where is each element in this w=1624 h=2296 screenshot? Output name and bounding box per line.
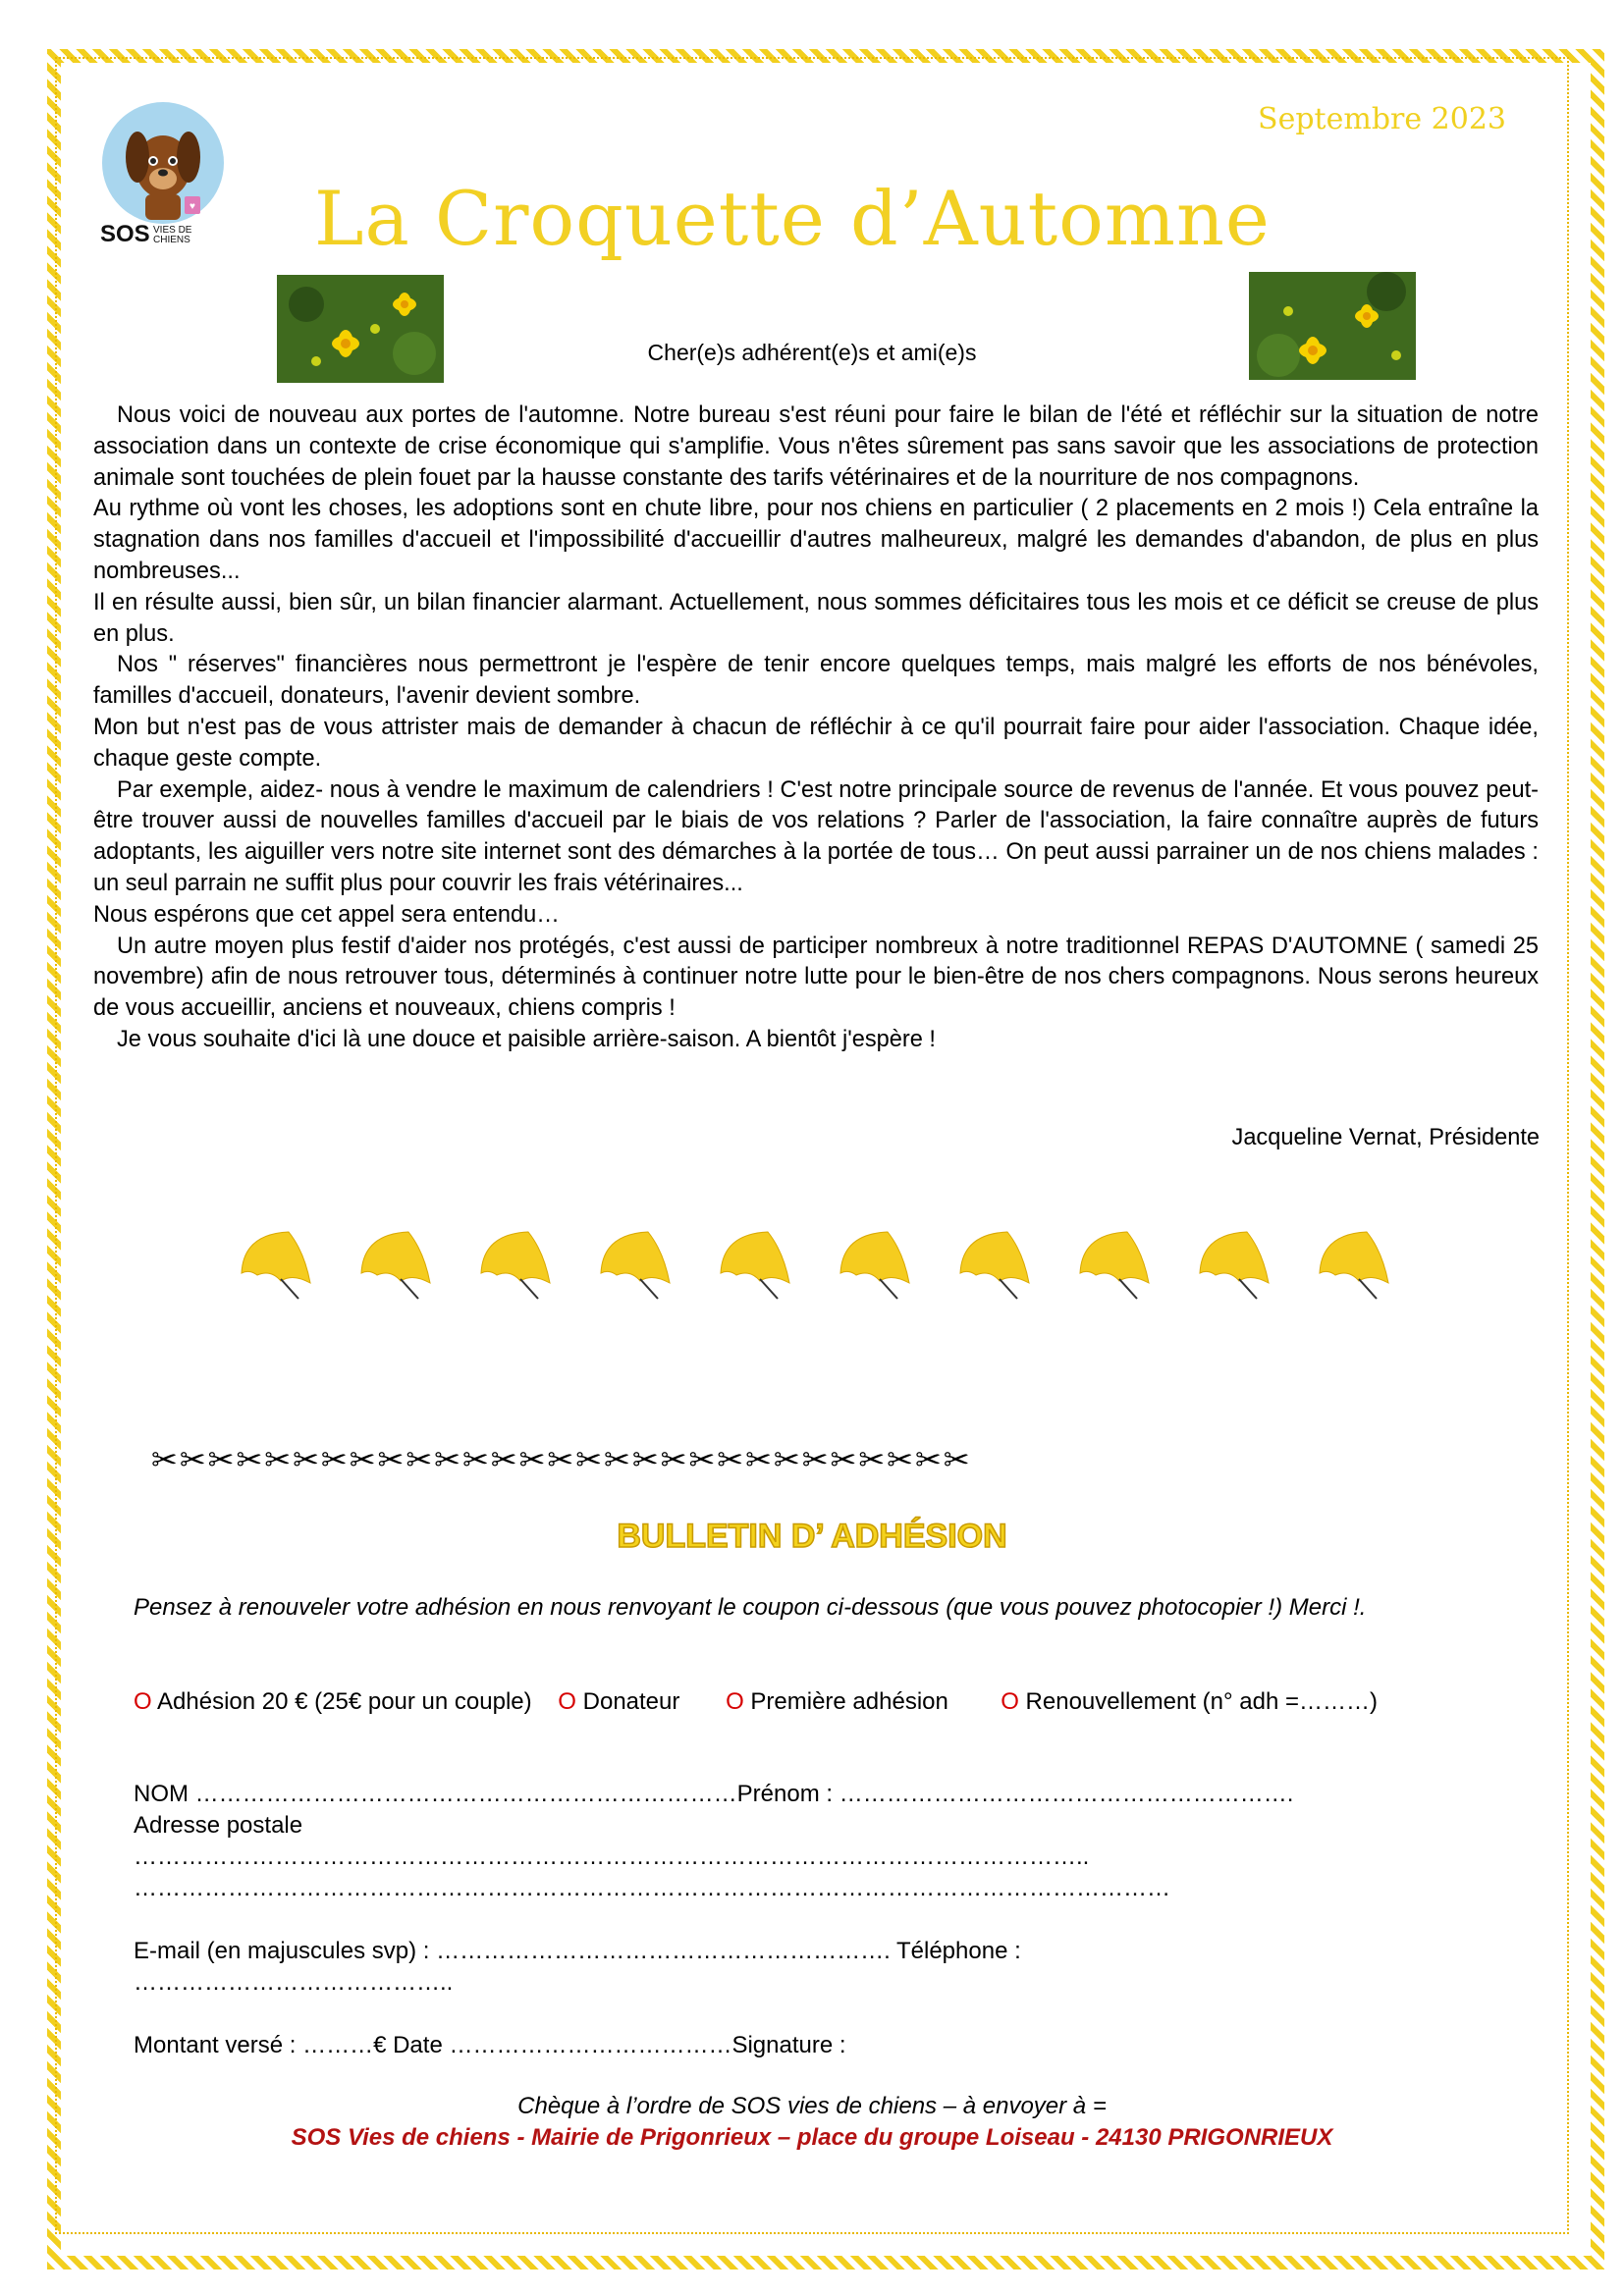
umbrella-row bbox=[234, 1222, 1396, 1307]
bulletin-intro: Pensez à renouveler votre adhésion en nous renvoyant le coupon ci-dessous (que vous pouvez photocopier !) Merci !. bbox=[134, 1594, 1367, 1621]
option-premiere: Première adhésion bbox=[750, 1688, 948, 1715]
umbrella-icon bbox=[234, 1222, 318, 1307]
letter-paragraph: Il en résulte aussi, bien sûr, un bilan financier alarmant. Actuellement, nous sommes déficitaires tous les mois et ce déficit se creuse de plus en plus. bbox=[93, 589, 1539, 647]
letter-paragraph: Nous espérons que cet appel sera entendu… bbox=[93, 901, 560, 928]
newsletter-title: La Croquette d’Automne bbox=[314, 175, 1271, 262]
svg-text:♥: ♥ bbox=[189, 201, 195, 212]
umbrella-icon bbox=[1072, 1222, 1157, 1307]
field-adresse-label: Adresse postale bbox=[134, 1812, 303, 1839]
field-email-telephone[interactable]: E-mail (en majuscules svp) : …………………………………………………. Téléphone : bbox=[134, 1938, 1021, 1964]
logo-text: SOS bbox=[100, 221, 150, 245]
letter-paragraph: Par exemple, aidez- nous à vendre le maximum de calendriers ! C'est notre principale source de revenus de l'année. Et vous pouvez peut-être trouver aussi de nouvelles familles d'accueil par le biais de vos relations ? Parler de l'association, la faire connaître auprès de futurs adoptants, les aiguiller vers notre site internet sont des démarches à la portée de tous… On peut aussi parrainer un de nos chiens malades : un seul parrain ne suffit plus pour couvrir les frais vétérinaires... bbox=[93, 776, 1539, 896]
umbrella-icon bbox=[713, 1222, 797, 1307]
membership-options bbox=[134, 1686, 1508, 1718]
letter-paragraph: Mon but n'est pas de vous attrister mais de demander à chacun de réfléchir à ce qu'il pourrait faire pour aider l'association. Chaque idée, chaque geste compte. bbox=[93, 714, 1539, 772]
bulletin-title: BULLETIN D’ ADHÉSION bbox=[617, 1518, 1007, 1555]
umbrella-icon bbox=[1192, 1222, 1276, 1307]
field-montant-date-signature[interactable]: Montant versé : ………€ Date ………………………………Signature : bbox=[134, 2032, 846, 2058]
letter-paragraph: Au rythme où vont les choses, les adoptions sont en chute libre, pour nos chiens en particulier ( 2 placements en 2 mois !) Cela entraîne la stagnation dans nos familles d'accueil et l'impossibilité d'accueillir d'autres malheureux, malgré les demandes d'abandon, de plus en plus nombreuses... bbox=[93, 496, 1539, 584]
umbrella-icon bbox=[952, 1222, 1037, 1307]
field-nom-prenom[interactable]: NOM ……………………………………………………………Prénom : …………………………………………………. bbox=[134, 1781, 1294, 1807]
spacer bbox=[134, 1999, 1508, 2030]
postal-address: SOS Vies de chiens - Mairie de Prigonrieux – place du groupe Loiseau - 24130 PRIGONRIEUX bbox=[291, 2124, 1333, 2151]
option-marker[interactable]: O bbox=[558, 1688, 576, 1715]
form-fields bbox=[134, 1779, 1508, 2061]
umbrella-icon bbox=[833, 1222, 917, 1307]
option-marker[interactable]: O bbox=[1001, 1688, 1019, 1715]
field-adresse-line[interactable]: …………………………………………………………………………………………………………………… bbox=[134, 1875, 1170, 1901]
option-marker[interactable]: O bbox=[726, 1688, 744, 1715]
svg-text:CHIENS: CHIENS bbox=[153, 235, 190, 245]
umbrella-icon bbox=[353, 1222, 438, 1307]
letter-body bbox=[93, 400, 1539, 1056]
letter-paragraph: Je vous souhaite d'ici là une douce et paisible arrière-saison. A bientôt j'espère ! bbox=[117, 1026, 936, 1052]
field-telephone-line[interactable]: ………………………………….. bbox=[134, 1969, 454, 1996]
spacer bbox=[134, 1904, 1508, 1936]
letter-paragraph: Un autre moyen plus festif d'aider nos protégés, c'est aussi de participer nombreux à notre traditionnel REPAS D'AUTOMNE ( samedi 25 novembre) afin de nous retrouver tous, déterminés à continuer notre lutte pour le bien-être de nos chers compagnons. Nous serons heureux de vous accueillir, anciens et nouveaux, chiens compris ! bbox=[93, 933, 1539, 1022]
svg-text:VIES DE: VIES DE bbox=[153, 225, 192, 236]
field-adresse-line[interactable]: ………………………………………………………………………………………………………….. bbox=[134, 1843, 1090, 1870]
option-adhesion: Adhésion 20 € (25€ pour un couple) bbox=[157, 1688, 532, 1715]
umbrella-icon bbox=[473, 1222, 558, 1307]
cheque-instruction: Chèque à l’ordre de SOS vies de chiens – à envoyer à = bbox=[517, 2093, 1107, 2119]
option-donateur: Donateur bbox=[582, 1688, 680, 1715]
issue-date: Septembre 2023 bbox=[1258, 102, 1506, 136]
logo bbox=[98, 98, 228, 245]
flower-photo-left bbox=[277, 275, 444, 383]
letter-paragraph: Nous voici de nouveau aux portes de l'automne. Notre bureau s'est réuni pour faire le bilan de l'été et réfléchir sur la situation de notre association dans un contexte de crise économique qui s'amplifie. Vous n'êtes sûrement pas sans savoir que les associations de protection animale sont touchées de plein fouet par la hausse constante des tarifs vétérinaires et de la nourriture de nos compagnons. bbox=[93, 402, 1539, 491]
option-renouvellement: Renouvellement (n° adh =………) bbox=[1025, 1688, 1378, 1715]
signature: Jacqueline Vernat, Présidente bbox=[1231, 1125, 1540, 1150]
umbrella-icon bbox=[1312, 1222, 1396, 1307]
greeting: Cher(e)s adhérent(e)s et ami(e)s bbox=[647, 340, 977, 365]
cut-line-scissors: ✂✂✂✂✂✂✂✂✂✂✂✂✂✂✂✂✂✂✂✂✂✂✂✂✂✂✂✂✂ bbox=[151, 1442, 972, 1477]
letter-paragraph: Nos " réserves" financières nous permettront je l'espère de tenir encore quelques temps, mais malgré les efforts de nos bénévoles, familles d'accueil, donateurs, l'avenir devient sombre. bbox=[93, 652, 1539, 710]
umbrella-icon bbox=[593, 1222, 677, 1307]
option-marker[interactable]: O bbox=[134, 1688, 152, 1715]
